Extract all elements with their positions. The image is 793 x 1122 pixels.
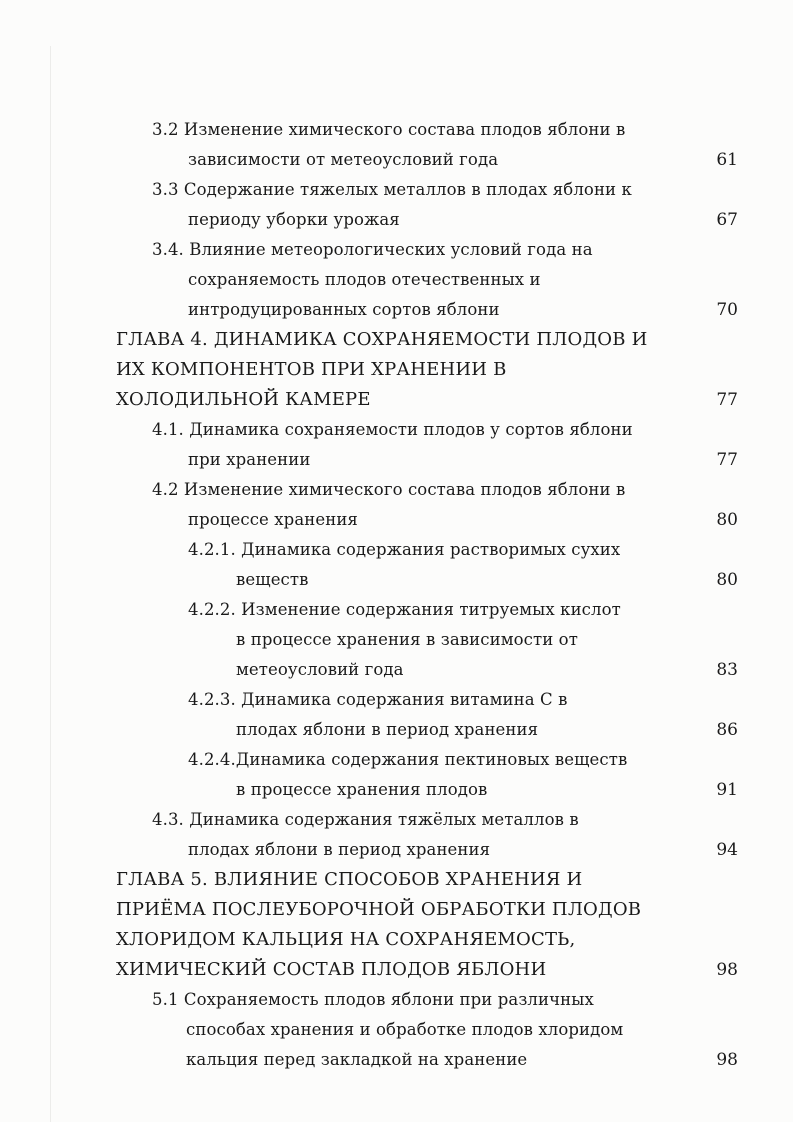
toc-page-number: 61 xyxy=(716,150,738,170)
toc-line xyxy=(0,955,793,985)
toc-entry-text: плодах яблони в период хранения xyxy=(188,840,491,859)
toc-entry-text: 4.2 Изменение химического состава плодов яблони в xyxy=(152,480,626,499)
toc-line xyxy=(0,625,793,655)
toc-line xyxy=(0,1045,793,1075)
toc-entry-text: в процессе хранения плодов xyxy=(236,780,488,799)
toc-entry-text: 3.2 Изменение химического состава плодов яблони в xyxy=(152,120,626,139)
toc-page-number: 67 xyxy=(716,210,738,230)
toc-entry-text: 4.1. Динамика сохраняемости плодов у сортов яблони xyxy=(152,420,633,439)
toc-entry-text: при хранении xyxy=(188,450,311,469)
toc-entry-text: сохраняемость плодов отечественных и xyxy=(188,270,541,289)
toc-line xyxy=(0,235,793,265)
toc-page-number: 80 xyxy=(716,570,738,590)
toc-line xyxy=(0,775,793,805)
toc-chapter-text: ХЛОРИДОМ КАЛЬЦИЯ НА СОХРАНЯЕМОСТЬ, xyxy=(116,929,576,950)
toc-chapter-text: ХИМИЧЕСКИЙ СОСТАВ ПЛОДОВ ЯБЛОНИ xyxy=(116,959,547,980)
toc-line xyxy=(0,325,793,355)
toc-chapter-text: ИХ КОМПОНЕНТОВ ПРИ ХРАНЕНИИ В xyxy=(116,359,507,380)
toc-chapter-text: ГЛАВА 5. ВЛИЯНИЕ СПОСОБОВ ХРАНЕНИЯ И xyxy=(116,869,583,890)
toc-entry-text: 5.1 Сохраняемость плодов яблони при различных xyxy=(152,990,594,1009)
toc-page-number: 80 xyxy=(716,510,738,530)
toc-line xyxy=(0,505,793,535)
toc-entry-text: 4.2.3. Динамика содержания витамина С в xyxy=(188,690,568,709)
toc-entry-text: способах хранения и обработке плодов хлоридом xyxy=(186,1020,624,1039)
toc-page-number: 94 xyxy=(716,840,738,860)
toc-page-number: 86 xyxy=(716,720,738,740)
toc-line xyxy=(0,565,793,595)
toc-chapter-text: ХОЛОДИЛЬНОЙ КАМЕРЕ xyxy=(116,389,371,410)
toc-entry-text: 4.3. Динамика содержания тяжёлых металлов в xyxy=(152,810,579,829)
toc-entry-text: веществ xyxy=(236,570,309,589)
toc-line xyxy=(0,415,793,445)
toc-line xyxy=(0,205,793,235)
toc-line xyxy=(0,175,793,205)
toc-line xyxy=(0,595,793,625)
toc-line xyxy=(0,535,793,565)
toc-line xyxy=(0,925,793,955)
toc-entry-text: плодах яблони в период хранения xyxy=(236,720,539,739)
toc-line xyxy=(0,745,793,775)
toc-entry-text: кальция перед закладкой на хранение xyxy=(186,1050,528,1069)
toc-entry-text: 3.3 Содержание тяжелых металлов в плодах яблони к xyxy=(152,180,632,199)
toc-line xyxy=(0,865,793,895)
toc-line xyxy=(0,295,793,325)
toc-page-number: 77 xyxy=(716,390,738,410)
toc-entry-text: 4.2.2. Изменение содержания титруемых кислот xyxy=(188,600,621,619)
toc-entry-text: 3.4. Влияние метеорологических условий года на xyxy=(152,240,593,259)
toc-entry-text: 4.2.4.Динамика содержания пектиновых веществ xyxy=(188,750,628,769)
toc-chapter-text: ГЛАВА 4. ДИНАМИКА СОХРАНЯЕМОСТИ ПЛОДОВ И xyxy=(116,329,648,350)
toc-line xyxy=(0,985,793,1015)
toc-page-number: 91 xyxy=(716,780,738,800)
toc-line xyxy=(0,715,793,745)
toc-line xyxy=(0,475,793,505)
toc-page-number: 98 xyxy=(716,960,738,980)
toc-line xyxy=(0,445,793,475)
toc-line xyxy=(0,685,793,715)
toc-entry-text: интродуцированных сортов яблони xyxy=(188,300,500,319)
toc-line xyxy=(0,805,793,835)
toc-entry-text: метеоусловий года xyxy=(236,660,404,679)
toc-page-number: 70 xyxy=(716,300,738,320)
toc-entry-text: процессе хранения xyxy=(188,510,358,529)
toc-line xyxy=(0,1015,793,1045)
toc-entry-text: зависимости от метеоусловий года xyxy=(188,150,499,169)
toc-page-number: 77 xyxy=(716,450,738,470)
toc-chapter-text: ПРИЁМА ПОСЛЕУБОРОЧНОЙ ОБРАБОТКИ ПЛОДОВ xyxy=(116,899,642,920)
toc-entry-text: 4.2.1. Динамика содержания растворимых сухих xyxy=(188,540,621,559)
toc-page-number: 98 xyxy=(716,1050,738,1070)
toc-line xyxy=(0,355,793,385)
toc-line xyxy=(0,265,793,295)
toc-line xyxy=(0,145,793,175)
toc-entry-text: в процессе хранения в зависимости от xyxy=(236,630,578,649)
toc-entry-text: периоду уборки урожая xyxy=(188,210,400,229)
toc-line xyxy=(0,655,793,685)
toc-line xyxy=(0,385,793,415)
toc-line xyxy=(0,115,793,145)
toc-page-number: 83 xyxy=(716,660,738,680)
toc-line xyxy=(0,895,793,925)
toc-line xyxy=(0,835,793,865)
